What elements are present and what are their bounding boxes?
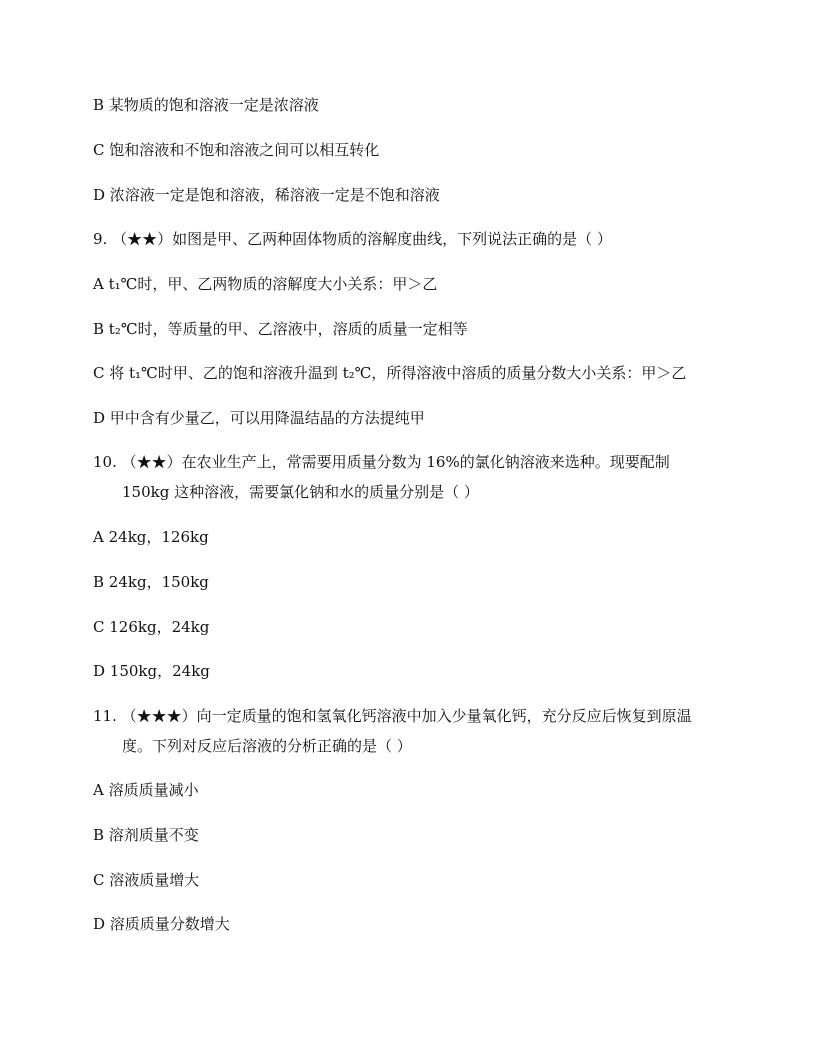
q9-option-d: D 甲中含有少量乙，可以用降温结晶的方法提纯甲 xyxy=(93,409,425,427)
q10-option-a: A 24kg，126kg xyxy=(93,528,209,546)
q9-option-a: A t₁℃时，甲、乙两物质的溶解度大小关系：甲＞乙 xyxy=(93,275,438,293)
q9-stem: 9. （★★）如图是甲、乙两种固体物质的溶解度曲线，下列说法正确的是（ ） xyxy=(93,230,612,248)
q11-option-c: C 溶液质量增大 xyxy=(93,871,200,889)
q10-stem-line1: 10. （★★）在农业生产上，常需要用质量分数为 16%的氯化钠溶液来选种。现要配制 xyxy=(93,453,670,471)
q11-option-d: D 溶质质量分数增大 xyxy=(93,915,230,933)
q9-option-c: C 将 t₁℃时甲、乙的饱和溶液升温到 t₂℃，所得溶液中溶质的质量分数大小关系：甲＞乙 xyxy=(93,364,687,382)
q11-stem-line1: 11. （★★★）向一定质量的饱和氢氧化钙溶液中加入少量氧化钙，充分反应后恢复到原温 xyxy=(93,707,692,725)
q10-option-b: B 24kg，150kg xyxy=(93,573,209,591)
q11-option-a: A 溶质质量减小 xyxy=(93,781,199,799)
q9-option-b: B t₂℃时，等质量的甲、乙溶液中，溶质的质量一定相等 xyxy=(93,320,468,338)
q11-option-b: B 溶剂质量不变 xyxy=(93,826,199,844)
q8-option-d: D 浓溶液一定是饱和溶液，稀溶液一定是不饱和溶液 xyxy=(93,186,440,204)
q8-option-b: B 某物质的饱和溶液一定是浓溶液 xyxy=(93,96,319,114)
q10-option-c: C 126kg，24kg xyxy=(93,618,210,636)
q8-option-c: C 饱和溶液和不饱和溶液之间可以相互转化 xyxy=(93,141,380,159)
q10-stem-line2: 150kg 这种溶液，需要氯化钠和水的质量分别是（ ） xyxy=(122,483,479,501)
q10-option-d: D 150kg，24kg xyxy=(93,662,210,680)
q11-stem-line2: 度。下列对反应后溶液的分析正确的是（ ） xyxy=(122,737,412,755)
